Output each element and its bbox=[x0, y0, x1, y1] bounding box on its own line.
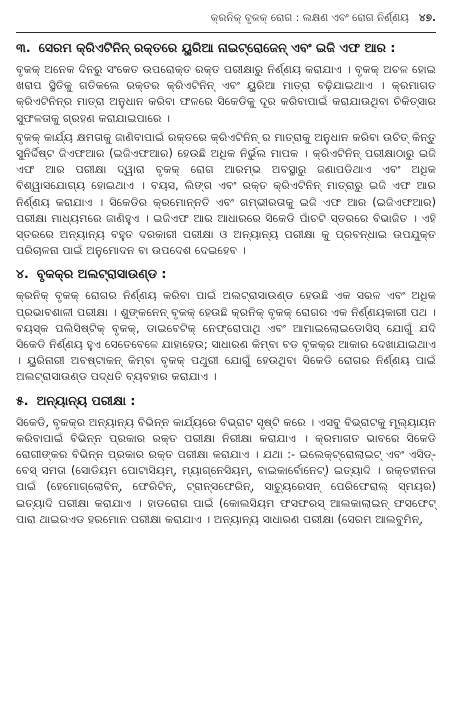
running-title: କ୍ରନିକ୍ ବୃକକ୍ ରୋଗ : ଲକ୍ଷଣ ଏବଂ ରୋଗ ନିର୍ଣ୍ଣୟ bbox=[210, 11, 409, 24]
running-header bbox=[16, 0, 436, 30]
section-heading-other-tests bbox=[16, 393, 436, 409]
section-title: ସେରମ କ୍ରିଏଟିନିନ୍ ରକ୍ତରେ ୟୁରିଆ ନାଇଟ୍ରୋଜେନ୍ ଏବଂ ଇଜି ଏଫ ଆର : bbox=[38, 40, 396, 55]
section-number: ୪. bbox=[16, 266, 29, 282]
paragraph: ବୃକକ୍ କାର୍ଯ୍ୟ କ୍ଷମତାକୁ ଜାଣିବାପାଇଁ ରକ୍ତରେ କ୍ରିଏଟିନିନ୍ ର ମାତ୍ରାକୁ ଅନୁଧାନ କରିବା ଉଚିତ୍ କିନ୍ତୁ ସୁନିର୍ଦ୍ଦିଷ୍ଟ ଜିଏଫଆର (ଇଜିଏଫଆର) ହେଉଛି ଅଧିକ ନିର୍ଭୁଲ ମାପକ । କ୍ରିଏଟିନିନ୍ ପରୀକ୍ଷାଠାରୁ ଇଜି ଏଫ ଆର ପରୀକ୍ଷା ଦ୍ୱାରା ବୃକକ୍ ରୋଗ ଆରମ୍ଭ ଅବସ୍ଥାରୁ ଜଣାପଡିଥାଏ ଏବଂ ଅଧିକ ବିଶ୍ୱାସଯୋଗ୍ୟ ହୋଇଥାଏ । ବୟସ, ଲିଙ୍ଗ ଏବଂ ରକ୍ତ କ୍ରିଏଟିନିନ୍ ମାତ୍ରାରୁ ଇଜି ଏଫ ଆର ନିର୍ଣ୍ଣୟ କରାଯାଏ । ସିକେଡିର କ୍ରମୋନ୍ନତି ଏବଂ ଗମ୍ଭୀରତାକୁ ଇଜି ଏଫ ଆର (ଇଜିଏଫଆର) ପରୀକ୍ଷା ମାଧ୍ୟମରେ ଜାଣିହୁଏ । ଇଜିଏଫ ଆର ଆଧାରରେ ସିକେଡି ପାଁଚଟି ସ୍ତରରେ ବିଭାଜିତ । ଏହି ସ୍ତରରେ ଅନ୍ୟାନ୍ୟ ବହୁତ ଦରକାରୀ ପରୀକ୍ଷା ଓ ଅନ୍ୟାନ୍ୟ ପରୀକ୍ଷା କୁ ପ୍ରବନ୍ଧାଇ ଉପଯୁକ୍ତ ପରିଚାଳନା ପାଇଁ ଅନୁମୋଦନ ବା ଉପଦେଶ ଦେଇହେବ । bbox=[16, 130, 437, 258]
section-number: ୩. bbox=[16, 40, 31, 55]
section-heading-serum-creatinine bbox=[16, 40, 436, 56]
paragraph: ସିକେଡି, ବୃକକ୍‌ର ଅନ୍ୟାନ୍ୟ ବିଭିନ୍ନ କାର୍ଯ୍ୟରେ ବିଭ୍ରାଟ ସୃଷ୍ଟି କରେ । ଏସବୁ ବିଭ୍ରାଟକୁ ମୂଲ୍ୟାୟନ କରିବାପାଇଁ ବିଭିନ୍ନ ପ୍ରକାର ରକ୍ତ ପରୀକ୍ଷା ନିରୀକ୍ଷା କରାଯାଏ । କ୍ରମାଗତ ଭାବରେ ସିକେଡି ରୋଗୀଙ୍କର ବିଭିନ୍ନ ପ୍ରକାର ରକ୍ତ ପରୀକ୍ଷା କରାଯାଏ । ଯଥା :- ଇଲେକ୍‌ଟ୍ରୋଲାଇଟ୍ ଏବଂ ଏସିଡ୍-ବେସ୍ ସମତା (ସୋଡିୟମ ପୋଟାସିୟମ୍, ମ୍ୟାଗ୍ନେସିୟମ୍, ବାଇକାର୍ବୋନେଟ୍) ଇତ୍ୟାଦି । ରକ୍ତହୀନତା ପାଇଁ (ହେମୋଗ୍ଲୋବିନ୍, ଫେରିଟିନ୍, ଟ୍ରାନ୍ସଫେରିନ୍, ସାଚ୍ୟୁରେସନ୍ ପେରିଫେରାଲ୍ ସ୍ମୟର) ଇତ୍ୟାଦି ପରୀକ୍ଷା କରାଯାଏ । ହାଡରୋଗ ପାଇଁ (କୋଲସିୟମ ଫସଫରସ୍ ଆଲକାଲାଇନ୍ ଫସଫେଟ୍ ପାରା ଥାଇରଏଡ ହରମୋନ ପରୀକ୍ଷା କରାଯାଏ । ଅନ୍ୟାନ୍ୟ ସାଧାରଣ ପରୀକ୍ଷା (ସେରମ ଆଲବୁମିନ୍, bbox=[16, 415, 436, 526]
section-heading-kidney-ultrasound bbox=[16, 266, 436, 282]
section-title: ଅନ୍ୟାନ୍ୟ ପରୀକ୍ଷା : bbox=[36, 392, 136, 408]
section-number: ୫. bbox=[16, 392, 29, 408]
section-title: ବୃକକ୍‌ର ଅଲଟ୍ରାସାଉଣ୍ଡ : bbox=[36, 266, 167, 282]
header-divider bbox=[16, 32, 436, 33]
page-number: ୪୭. bbox=[418, 11, 436, 24]
paragraph: କ୍ରନିକ୍ ବୃକକ୍ ରୋଗର ନିର୍ଣ୍ଣୟ କରିବା ପାଇଁ ଅଲଟ୍ରାସାଉଣ୍ଡ ହେଉଛି ଏକ ସରଳ ଏବଂ ଅଧିକ ପ୍ରଭାବଶାଳୀ ପରୀକ୍ଷା । ଶୁଙ୍କନେନ୍ ବୃକକ୍ ହେଉଛି କ୍ରନିକ୍ ବୃକକ୍ ରୋଗର ଏକ ନିର୍ଣ୍ଣୟକାରୀ ପଥ । ବୟସ୍କ ପଲିସିଷ୍ଟିକ୍ ବୃକକ୍, ଡାଇବେଟିକ୍ ନେଫ୍ରୋପାଥି ଏବଂ ଆମାଇଲୋଇଡୋସିସ୍ ଯୋଗୁଁ ଯଦି ସିକେଡି ନିର୍ଣ୍ଣୟ ହୁଏ ସେତେବେଳେ ଯାହାହେଉ; ସାଧାରଣ କିମ୍ବା ବଡ ବୃକକ୍‌ର ଆକାର ଦେଖାଯାଇଥାଏ । ୟୁରିନାରୀ ଅବଷ୍ଟାକନ୍ କିମ୍ବା ବୃକକ୍ ପଥୁରୀ ଯୋଗୁଁ ହେଉଥିବା ସିକେଡି ରୋଗର ନିର୍ଣ୍ଣୟ ପାଇଁ ଅଲଟ୍ରାସାଉଣ୍ଡ ପଦ୍ଧତି ବ୍ୟବହାର କରାଯାଏ । bbox=[16, 289, 436, 384]
paragraph: ବୃକକ୍ ଅନେକ ଦିନରୁ ସଂକେତ ଉପରୋକ୍ତ ରକ୍ତ ପରୀକ୍ଷାରୁ ନିର୍ଣ୍ଣୟ କରାଯାଏ । ବୃକକ୍ ଅଚଳ ହୋଇ ଖରାପ ସ୍ଥିତିକୁ ଗତିକଲେ ରକ୍ତର କ୍ରିଏଟିନିନ୍ ଏବଂ ୟୁରିଆ ମାତ୍ରା ବଢ଼ିଯାଇଥାଏ । କ୍ରମାଗତ କ୍ରିଏଟିନିନ୍‌ର ମାତ୍ରା ଅନୁଧାନ କରିବା ଫଳରେ ସିକେଡିକୁ ଦୂର କରିବାପାଇଁ କରାଯାଉଥିବା ଚିକିତ୍ସାର ସୁଫଳତାକୁ ଗ୍ରହଣ କରାଯାଇପାରେ । bbox=[16, 63, 436, 125]
